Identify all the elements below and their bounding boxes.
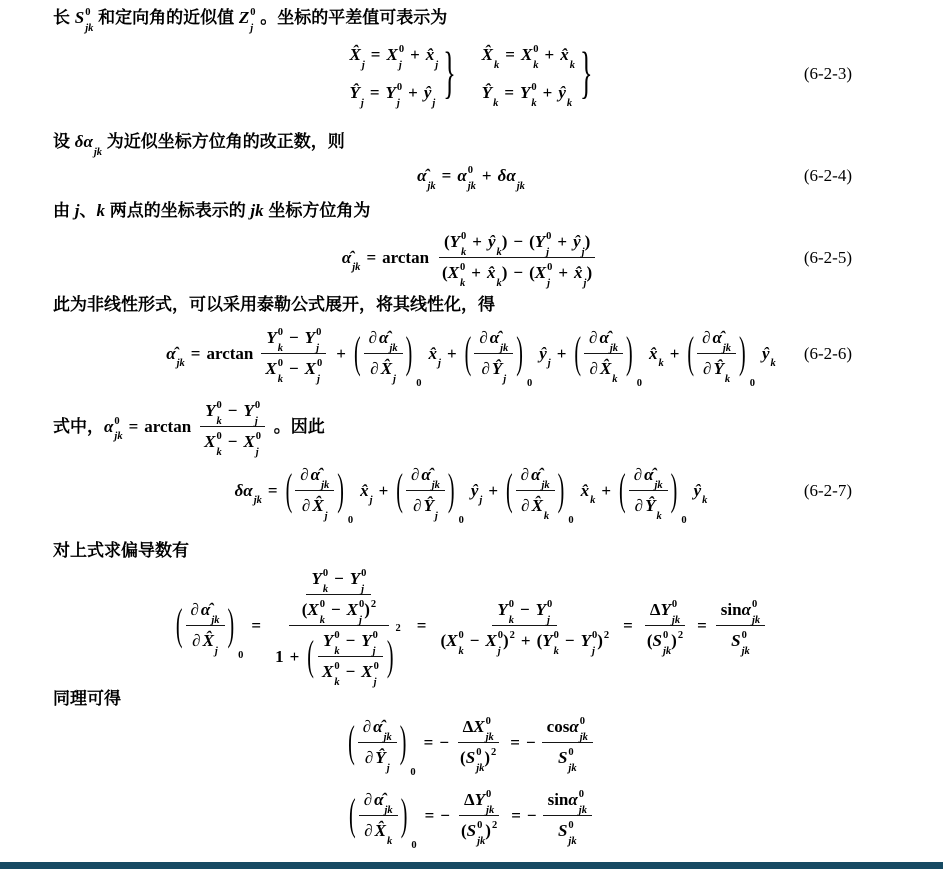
equation-number-6-2-3: (6-2-3) bbox=[803, 64, 852, 83]
equation-6-2-5 bbox=[90, 229, 852, 289]
equation-partial-alpha-xj bbox=[90, 566, 852, 688]
paragraph-alpha0-definition: 式中， α 0 jk = arctan Y 0 k − Y 0 j X 0 k − X 0 j 。因此 bbox=[53, 400, 325, 458]
equation-number-6-2-4: (6-2-4) bbox=[803, 166, 852, 185]
paragraph-linearize: 此为非线性形式，可以采用泰勒公式展开，将其线性化，得 bbox=[53, 295, 495, 314]
paragraph-similarly: 同理可得 bbox=[53, 689, 121, 708]
page-bottom-divider-bar bbox=[0, 862, 943, 869]
paragraph-intro: 长 S 0 jk 和定向角的近似值 Z 0 j 。坐标的平差值可表示为 bbox=[53, 7, 448, 34]
equation-partial-alpha-xk bbox=[90, 787, 852, 851]
equation-6-2-3 bbox=[90, 41, 852, 109]
equation-6-2-5-body: α̂ jk = arctan ( Y 0 k + ŷ k ) − ( Y 0 j + ŷ j ) ( X 0 k + x̂ k ) − ( X 0 j + x̂ j ) bbox=[342, 229, 600, 286]
equation-6-2-6 bbox=[90, 325, 852, 389]
equation-partial-alpha-xk-body: ( ∂ α̂ jk ∂ X̂ k ) 0 = − Δ Y 0 jk ( S 0 jk ) 2 = − sin α 0 jk S 0 jk bbox=[347, 787, 595, 844]
equation-partial-alpha-xj-body: ( ∂ α̂ jk ∂ X̂ j ) 0 = Y 0 k − Y 0 j ( X 0 k − X 0 j ) 2 1 + ( Y 0 k − Y 0 j X 0 k − X 0 j ) 2 = Y 0 k − Y 0 j ( X 0 k − X 0 j ) 2 + ( Y 0 k − Y 0 j ) 2 = Δ Y 0 jk ( S 0 jk ) 2 = sin α 0 jk S 0 jk bbox=[174, 566, 768, 685]
equation-6-2-7-body: δα jk = ( ∂ α̂ jk ∂ X̂ j ) 0 x̂ j + ( ∂ α̂ jk ∂ Ŷ j ) 0 ŷ j + ( ∂ α̂ jk ∂ X̂ k ) 0 x̂ k + ( ∂ α̂ jk ∂ Ŷ k ) 0 ŷ k bbox=[235, 462, 708, 519]
equation-number-6-2-6: (6-2-6) bbox=[803, 343, 852, 363]
equation-6-2-7 bbox=[90, 462, 852, 526]
paragraph-delta-alpha: 设 δα jk 为近似坐标方位角的改正数，则 bbox=[53, 132, 345, 158]
equation-6-2-6-body: α̂ jk = arctan Y 0 k − Y 0 j X 0 k − X 0 j + ( ∂ α̂ jk ∂ X̂ j ) 0 x̂ j + ( ∂ α̂ jk ∂ Ŷ j ) 0 ŷ j + ( ∂ α̂ jk ∂ X̂ k ) 0 x̂ k + ( ∂ α̂ jk ∂ Ŷ k ) 0 ŷ k bbox=[166, 327, 776, 389]
equation-6-2-4-body: α̂ jk = α 0 jk + δα jk bbox=[417, 165, 525, 192]
paragraph-partial-derivatives: 对上式求偏导数有 bbox=[53, 541, 189, 560]
equation-6-2-4 bbox=[90, 163, 852, 192]
equation-number-6-2-5: (6-2-5) bbox=[803, 247, 852, 267]
equation-partial-alpha-yj-body: ( ∂ α̂ jk ∂ Ŷ j ) 0 = − Δ X 0 jk ( S 0 jk ) 2 = − cos α 0 jk S 0 jk bbox=[346, 714, 596, 771]
equation-number-6-2-7: (6-2-7) bbox=[803, 480, 852, 500]
paragraph-jk-azimuth: 由 j 、 k 两点的坐标表示的 jk 坐标方位角为 bbox=[53, 200, 371, 220]
equation-6-2-3-body: X̂ j = X 0 j + x̂ j Ŷ j = Y 0 j + ŷ j } X̂ k = X 0 k + x̂ k Ŷ k = Y 0 k + ŷ k } bbox=[349, 41, 593, 109]
equation-partial-alpha-yj bbox=[90, 714, 852, 778]
